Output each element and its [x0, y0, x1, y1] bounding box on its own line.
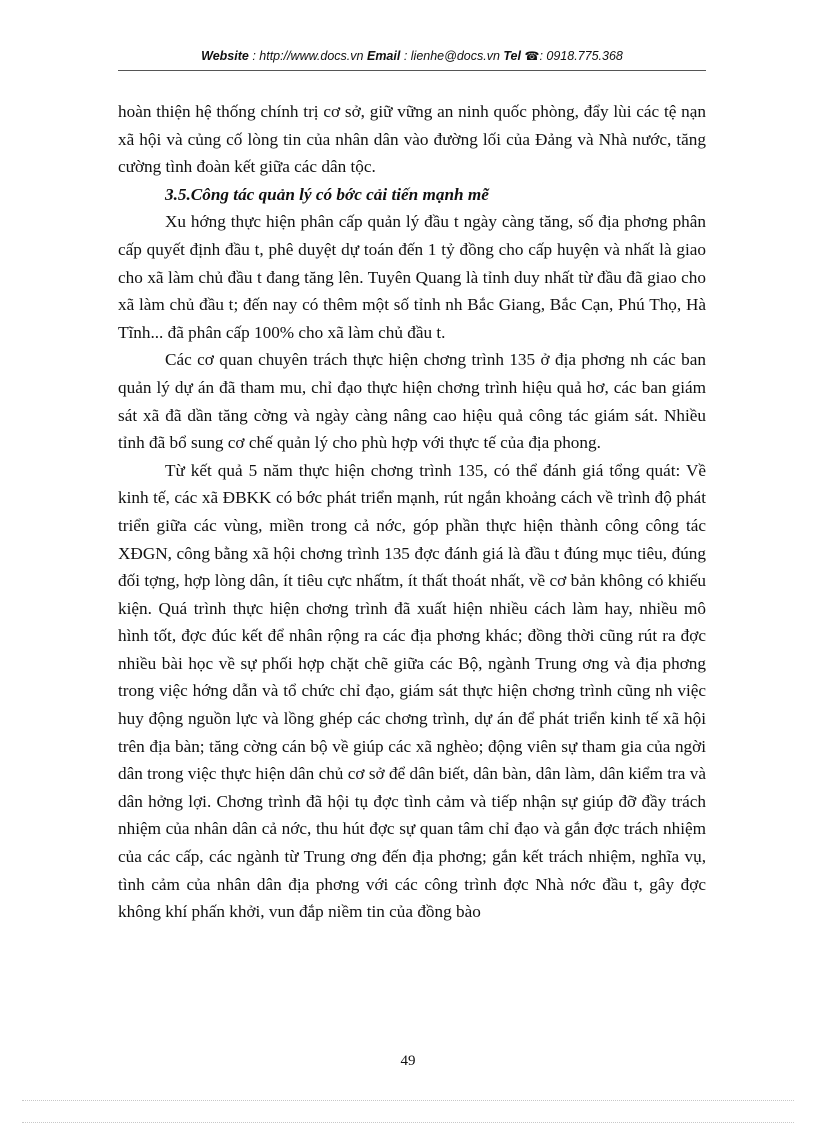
page-number: 49: [400, 1053, 416, 1069]
page-header: [118, 49, 706, 63]
header-divider: [118, 70, 706, 71]
website-value: : http://www.docs.vn: [252, 49, 364, 63]
paragraph-3: Các cơ quan chuyên trách thực hiện chơng trình 135 ở địa phơng nh các ban quản lý dự án đã tham mu, chỉ đạo thực hiện chơng trình hiệu quả hơ, các ban giám sát xã đã dần tăng cờng và ngày càng nâng cao hiệu quả công tác giám sát. Nhiều tỉnh đã bổ sung cơ chế quản lý cho phù hợp với thực tế của địa phong.: [118, 350, 706, 453]
section-heading: 3.5.Công tác quản lý có bớc cải tiến mạnh mẽ: [165, 184, 489, 204]
paragraph-4: Từ kết quả 5 năm thực hiện chơng trình 135, có thể đánh giá tổng quát: Về kinh tế, các xã ĐBKK có bớc phát triển mạnh, rút ngắn khoảng cách về trình độ phát triển giữa các vùng, miền trong cả nớc, góp phần thực hiện thành công công tác XĐGN, công bằng xã hội chơng trình 135 đợc đánh giá là đầu t đúng mục tiêu, đúng đối tợng, hợp lòng dân, ít tiêu cực nhấtm, ít thất thoát nhất, về cơ bản không có khiếu kiện. Quá trình thực hiện chơng trình đã xuất hiện nhiều cách làm hay, nhiều mô hình tốt, đợc đúc kết để nhân rộng ra các địa phơng khác; đồng thời cũng rút ra đợc nhiều bài học về sự phối hợp chặt chẽ giữa các Bộ, ngành Trung ơng và địa phơng trong việc hớng dẫn và tổ chức chỉ đạo, giám sát thực hiện chơng trình cũng nh việc huy động nguồn lực và lồng ghép các chơng trình, dự án để phát triển kinh tế xã hội trên địa bàn; tăng cờng cán bộ về giúp các xã nghèo; động viên sự tham gia của ngời dân trong việc thực hiện dân chủ cơ sở để dân biết, dân bàn, dân làm, dân kiểm tra và dân hởng lợi. Chơng trình đã hội tụ đợc tình cảm và tiếp nhận sự giúp đỡ đầy trách nhiệm của nhân dân cả nớc, thu hút đợc sự quan tâm chỉ đạo và gắn đợc trách nhiệm của các cấp, các ngành từ Trung ơng đến địa phơng; gắn kết trách nhiệm, nghĩa vụ, tình cảm của nhân dân địa phơng với các công trình đợc Nhà nớc đầu t, gây đợc không khí phấn khởi, vun đắp niềm tin của đồng bào: [118, 460, 706, 922]
document-body: [118, 98, 706, 926]
email-value: : lienhe@docs.vn: [403, 49, 500, 63]
website-label: Website: [201, 49, 249, 63]
email-label: Email: [366, 49, 401, 63]
page-border-line: [22, 1100, 794, 1101]
phone-icon: ☎: [524, 49, 540, 63]
paragraph-1: hoàn thiện hệ thống chính trị cơ sở, giữ vững an ninh quốc phòng, đẩy lùi các tệ nạn xã hội và củng cố lòng tin của nhân dân vào đường lối của Đảng và Nhà nước, tăng cường tình đoàn kết giữa các dân tộc.: [118, 102, 706, 177]
tel-label: Tel: [503, 49, 521, 63]
tel-value: : 0918.775.368: [539, 49, 623, 63]
paragraph-2: Xu hớng thực hiện phân cấp quản lý đầu t ngày càng tăng, số địa phơng phân cấp quyết định đầu t, phê duyệt dự toán đến 1 tỷ đồng cho cấp huyện và nhất là giao cho xã làm chủ đầu t đang tăng lên. Tuyên Quang là tỉnh duy nhất từ đầu đã giao cho xã làm chủ đầu t; đến nay có thêm một số tỉnh nh Bắc Giang, Bắc Cạn, Phú Thọ, Hà Tĩnh... đã phân cấp 100% cho xã làm chủ đầu t.: [118, 212, 706, 342]
